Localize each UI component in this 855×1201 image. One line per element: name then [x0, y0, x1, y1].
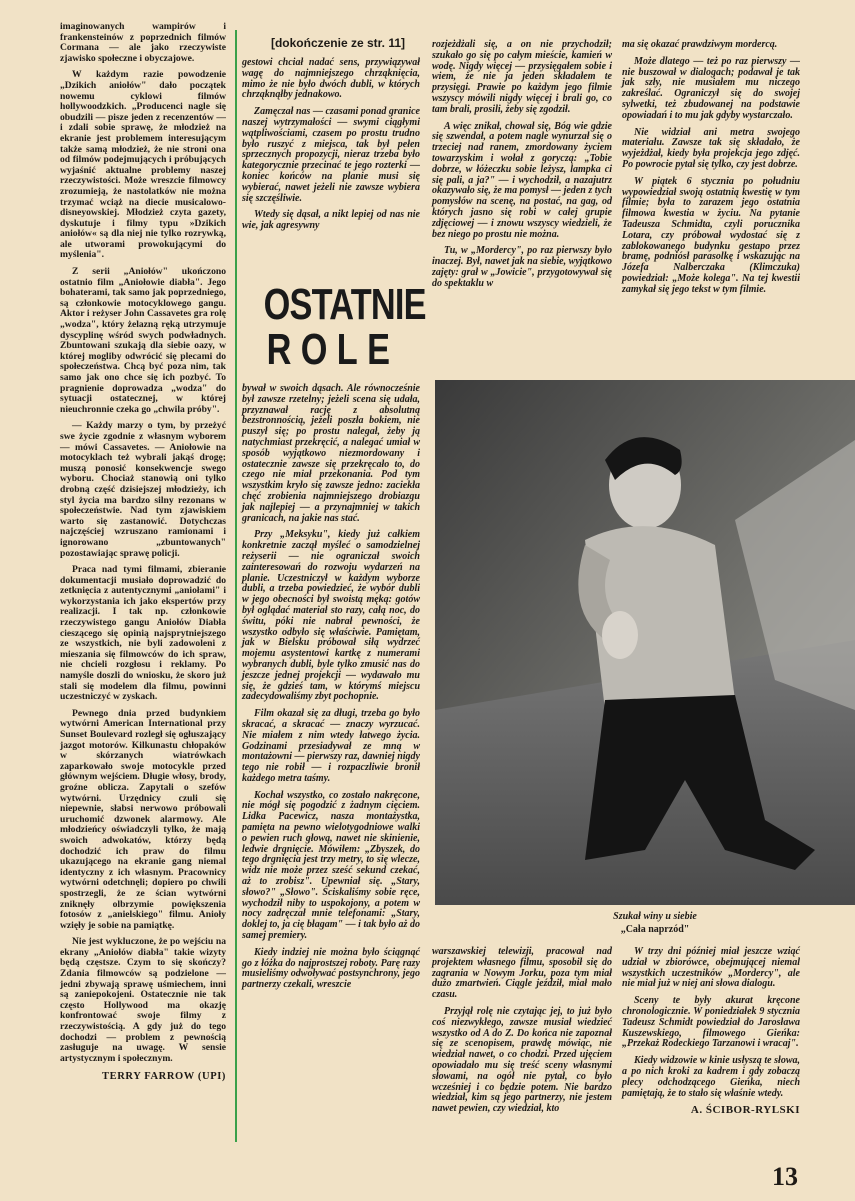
- green-column-rule: [235, 30, 237, 1142]
- paragraph: Wtedy się dąsał, a nikt lepiej od nas nie wie, jak agresywny: [242, 209, 420, 232]
- title-line-1: OSTATNIE: [263, 280, 426, 329]
- column-4-top: [622, 40, 800, 302]
- column-3-bottom: [432, 947, 612, 1121]
- article-title: [244, 280, 426, 374]
- paragraph: A więc znikał, chował się, Bóg wie gdzie się szwendał, a potem nagle wynurzał się o trzeciej nad ranem, zmordowany życiem towarzyskim i wołał z goryczą: „Tobie dobrze, w łóżeczku sobie leżysz, lampka ci się pali, a ja?" — i wychodził, a nazajutrz okazywało się, że ma pomysł — jeden z tych pomysłów na scenę, na postać, na gag, od których jasno się robi w całej grupie zdjęciowej — i znowu wszyscy wiedzieli, że bez niego po prostu nie można.: [432, 120, 612, 240]
- paragraph: Z serii „Aniołów" ukończono ostatnio film „Aniołowie diabła". Jego bohaterami, tak samo jak poprzedniego, są członkowie motocyklowego gangu. Aktor i reżyser John Cassavetes gra rolę „wodza", który żelazną ręką utrzymuje dyscyplinę wśród swych podwładnych. Zbuntowani szukają dla siebie oazy, w której mogliby odwrócić się plecami do społeczeństwa. Chcą być poza nim, tak samo jak ono chce się ich pozbyć. To pragnienie doprowadza „wodza" do sytuacji ostatecznej, w której nieuchronnie czeka go „chwila próby".: [60, 266, 226, 415]
- title-line-2: ROLE: [266, 325, 400, 374]
- paragraph: W piątek 6 stycznia po południu wypowiedział swoją ostatnią kwestię w tym filmie; była to zarazem jego ostatnia filmowa kwestia w życiu. Na pytanie Tadeusza Schmidta, czyli porucznika Lotara, czy próbował wydostać się z zablokowanego budynku gestapo przez bramę, podniósł parasolkę i wskazując na Józefa Nalberczaka (Klimczuka) powiedział: „Może kolega". Na tej kwestii zamykał się jego tekst w tym filmie.: [622, 175, 800, 295]
- caption-line-1: Szukał winy u siebie: [613, 911, 697, 922]
- paragraph: Film okazał się za długi, trzeba go było skracać, a skracać — znaczy wyrzucać. Nie miałem z nim wtedy łatwego życia. Godzinami przesiadywał ze mną w montażowni — pierwszy raz, dawniej nigdy tego nie robił — i rozpaczliwie bronił każdego metra taśmy.: [242, 708, 420, 784]
- paragraph: warszawskiej telewizji, pracował nad projektem własnego filmu, sposobił się do zagrania w Nowym Jorku, poza tym miał dużo zmartwień. Ciągle jeździł, miał mało czasu.: [432, 946, 612, 1001]
- paragraph: W każdym razie powodzenie „Dzikich aniołów" dało początek nowemu cyklowi filmów hollywoodzkich. „Producenci nagle się obudzili — pisze jeden z recenzentów — i zdali sobie sprawę, że młodzież na ekranie jest problemem interesującym także samą młodzież, że nie stroni ona od filmów podejmujących i próbujących wyjaśnić aktualne problemy naszej rzeczywistości. Może wreszcie filmowcy zrozumieją, że nastolatków nie można trzymać wciąż na diecie musicalowo-disneyowskiej. Młodzież czyta gazety, dyskutuje i filmy typu »Dzikich aniołów« są dla niej nie tylko rozrywką, ale utworami prowokującymi do myślenia".: [60, 69, 226, 261]
- column-3-top: [432, 40, 612, 296]
- caption-line-2: „Cała naprzód": [620, 924, 690, 935]
- paragraph: Kochał wszystko, co zostało nakręcone, nie mógł się pogodzić z żadnym cięciem. Lidka Pacewicz, nasza montażystka, pamięta na pewno wielotygodniowe walki o pewien ruch głową, nawet nie skinienie, ledwie drgnięcie. Mówiłem: „Zbyszek, do tego drgnięcia jest trzy metry, to się wlecze, widz nie może przez sześć sekund czekać, aż to zrobisz". Upewniał się. „Stary, słowo?" „Słowo". Ściskaliśmy sobie ręce, wychodził niby to uspokojony, a potem w nocy zadręczał mnie telefonami: „Stary, doklej to, ja cię błagam" — i tak było aż do samej premiery.: [242, 789, 420, 942]
- paragraph: Przy „Meksyku", kiedy już całkiem konkretnie zaczął myśleć o samodzielnej reżyserii — nie ograniczał swoich zainteresowań do rozwoju wydarzeń na planie. Uczestniczył w każdym wyborze dubli, a trzeba powiedzieć, że wybór dubli w jego obecności był swoistą męką: gotów był oglądać materiał sto razy, całą noc, do świtu, póki nie nabrał pewności, że wszystko odbyło się właściwie. Pamiętam, jak w Bielsku próbował siłą wydrzeć mojemu asystentowi kartkę z numerami wybranych dubli, byle tylko zmusić nas do jeszcze jednej projekcji — wydawało mu się, że gdzieś tam, w którymś miejscu zadecydowaliśmy zbyt pochopnie.: [242, 529, 420, 703]
- paragraph: gestowi chciał nadać sens, przywiązywał wagę do najmniejszego chrząknięcia, mimo że nie było dwóch dubli, w których chrząknąłby jednakowo.: [242, 57, 420, 101]
- author-signature: A. ŚCIBOR-RYLSKI: [690, 1104, 800, 1117]
- paragraph: imaginowanych wampirów i frankensteinów z poprzednich filmów Cormana — ale jako rzeczywiste zjawisko społeczne i obyczajowe.: [60, 21, 226, 64]
- column-2-bottom: [242, 384, 420, 997]
- paragraph: ma się okazać prawdziwym mordercą.: [622, 39, 778, 50]
- column-1-article-upi: [60, 22, 226, 1083]
- paragraph: — Każdy marzy o tym, by przeżyć swe życie zgodnie z własnym wyborem — mówi Cassavetes. — Aniołowie na motocyklach też wybrali jakąś drogę; muszą ponosić konsekwencje swego wyboru. Chociaż stanowią oni tylko drobną część dzisiejszej młodzieży, ich styl życia ma bardzo silny rezonans w społeczeństwie. Nad tym zjawiskiem warto się zastanowić. Dotychczas najczęściej wzruszano ramionami i ignorowano „zbuntowanych" pozostawiając sprawę policji.: [60, 420, 226, 559]
- paragraph: Sceny te były akurat kręcone chronologicznie. W poniedziałek 9 stycznia Tadeusz Schmidt powiedział do Jarosława Kuszewskiego, filmowego Gieńka: „Przekaż Rodeckiego Tarzanowi i wracaj".: [622, 995, 800, 1050]
- paragraph: rozjeżdżali się, a on nie przychodził; szukało go się po całym mieście, kamień w wodę. Nigdy więcej — przysięgałem sobie i wiem, że nie ja jeden składałem te przysięgi. Prawie po każdym jego filmie wszyscy mówili nigdy więcej i brali go, co tam brali, prosili, żeby się zgodził.: [432, 39, 612, 115]
- paragraph: W trzy dni później miał jeszcze wziąć udział w zbiorówce, obejmującej niemal wszystkich uczestników „Mordercy", ale nie miał już w niej ani słowa dialogu.: [622, 946, 800, 990]
- paragraph: Nie widział ani metra swojego materiału. Zawsze tak się składało, że wyjeżdżał, kiedy była projekcja jego zdjęć. Po powrocie pytał się tylko, czy jest dobrze.: [622, 126, 800, 170]
- column-2-top: [242, 58, 420, 238]
- column-4-bottom: [622, 947, 800, 1116]
- paragraph: Może dlatego — też po raz pierwszy — nie buszował w dialogach; podawał je tak jak szły, nie musiałem mu niczego zakreślać. Ograniczył się do swojej sylwetki, też zbudowanej na podstawie opowiadań i to mu jak gdyby wystarczało.: [622, 55, 800, 121]
- continued-from-note: [dokończenie ze str. 11]: [270, 36, 406, 50]
- paragraph: bywał w swoich dąsach. Ale równocześnie był zawsze rzetelny; jeżeli scena się udała, przyznawał rację z absolutną bezstronnością, jeżeli poszła bokiem, nie puszył się; po prostu nalegał, żeby ją natychmiast przekręcić, a nalegać umiał w sposób wyjątkowo niezmordowany i ostatecznie zawsze się przekręcało to, do czego nie miał przekonania. Pod tym wszystkim kryło się zawsze jedno: zaciekła chęć zrobienia najmniejszego drobiazgu jak najlepiej — a przynajmniej w takich granicach, na jakie nas stać.: [242, 383, 420, 524]
- paragraph: Przyjął rolę nie czytając jej, to już było coś niezwykłego, zawsze musiał wiedzieć wszystko od A do Z. Do końca nie zapoznał się ze scenopisem, prawdę mówiąc, nie wiedział nawet, o co chodzi. Przed ujęciem opowiadało mu się treść sceny własnymi słowami, na ogół nie pytał, co było wcześniej i co będzie potem. Nie bardzo wiedział, kim są jego partnerzy, nie jestem nawet pewien, czy wiedział, kto: [432, 1005, 612, 1115]
- paragraph: Zamęczał nas — czasami ponad granice naszej wytrzymałości — swymi ciągłymi wątpliwościami, czasem po prostu trudno było ruszyć z miejsca, tak był pełen sprzecznych propozycji, nieraz trzeba było kategorycznie przecinać te jego rozterki — koniec końców na planie musi się wybierać, nawet jeżeli nie zawsze wybiera się szczęśliwie.: [242, 106, 420, 204]
- paragraph: Tu, w „Mordercy", po raz pierwszy było inaczej. Był, nawet jak na siebie, wyjątkowo zajęty: grał w „Jowicie", przygotowywał się do spektaklu w: [432, 245, 612, 289]
- paragraph: Praca nad tymi filmami, zbieranie dokumentacji musiało doprowadzić do zetknięcia z autentycznymi „aniołami" i wykorzystania ich jako ekspertów przy realizacji. I tak np. członkowie rzeczywistego gangu Aniołów Diabła cieszącego się opinią najsprytniejszego ze wszystkich, nie byli zadowoleni z mieszania się filmowców do ich spraw, nie chcieli rozgłosu i reklamy. Po namyśle doszli do wniosku, że skoro już stali się modelem dla filmu, powinni uczestniczyć w zyskach.: [60, 564, 226, 703]
- paragraph: Nie jest wykluczone, że po wejściu na ekrany „Aniołów diabła" takie wizyty będą częstsze. Czym to się skończy? Zdania filmowców są podzielone — jedni zbywają sprawę uśmiechem, inni są zaniepokojeni. Ostatecznie nie tak często Hollywood ma okazję konfrontować swoje filmy z rzeczywistością. A gdy już do tego dochodzi — problem z pewnością zasługuje na uwagę. W sensie artystycznym i społecznym.: [60, 936, 226, 1064]
- paragraph: Kiedy widzowie w kinie usłyszą te słowa, a po nich kroki za kadrem i gdy zobaczą plecy odchodzącego Gieńka, niech pamiętają, że to stało się właśnie wtedy.: [622, 1055, 800, 1099]
- paragraph: Kiedy indziej nie można było ściągnąć go z łóżka do najprostszej roboty. Parę razy musieliśmy odwoływać postsynchrony, jego partnerzy czekali, wreszcie: [242, 946, 420, 991]
- paragraph: Pewnego dnia przed budynkiem wytwórni American International przy Sunset Boulevard rozległ się ogłuszający jazgot motorów. Kilkunastu chłopaków w skórzanych wiatrówkach zaparkowało swoje motocykle przed głównym wejściem. Długie włosy, brody, groźne oblicza. Zapytali o szefów wytwórni. Urzędnicy czuli się niepewnie, słabsi nerwowo próbowali uruchomić dzwonek alarmowy. Ale młodzieńcy oświadczyli tylko, że mają swoich adwokatów, którzy będą dochodzić ich praw do filmu ukazującego na ekranie gang niemal identyczny z ich własnym. Pracownicy wytwórni odetchnęli; dopiero po chwili spostrzegli, że ze ścian wytwórni zniknęły olbrzymie powiększenia fotosów z „anielskiego" filmu. Anioły wzięły je sobie na pamiątkę.: [60, 707, 226, 931]
- film-still-photo: [435, 380, 855, 905]
- photo-caption: [540, 910, 770, 936]
- kneeling-actor-image: [435, 380, 855, 905]
- page-number: 13: [772, 1162, 798, 1191]
- author-byline: TERRY FARROW (UPI): [102, 1071, 226, 1083]
